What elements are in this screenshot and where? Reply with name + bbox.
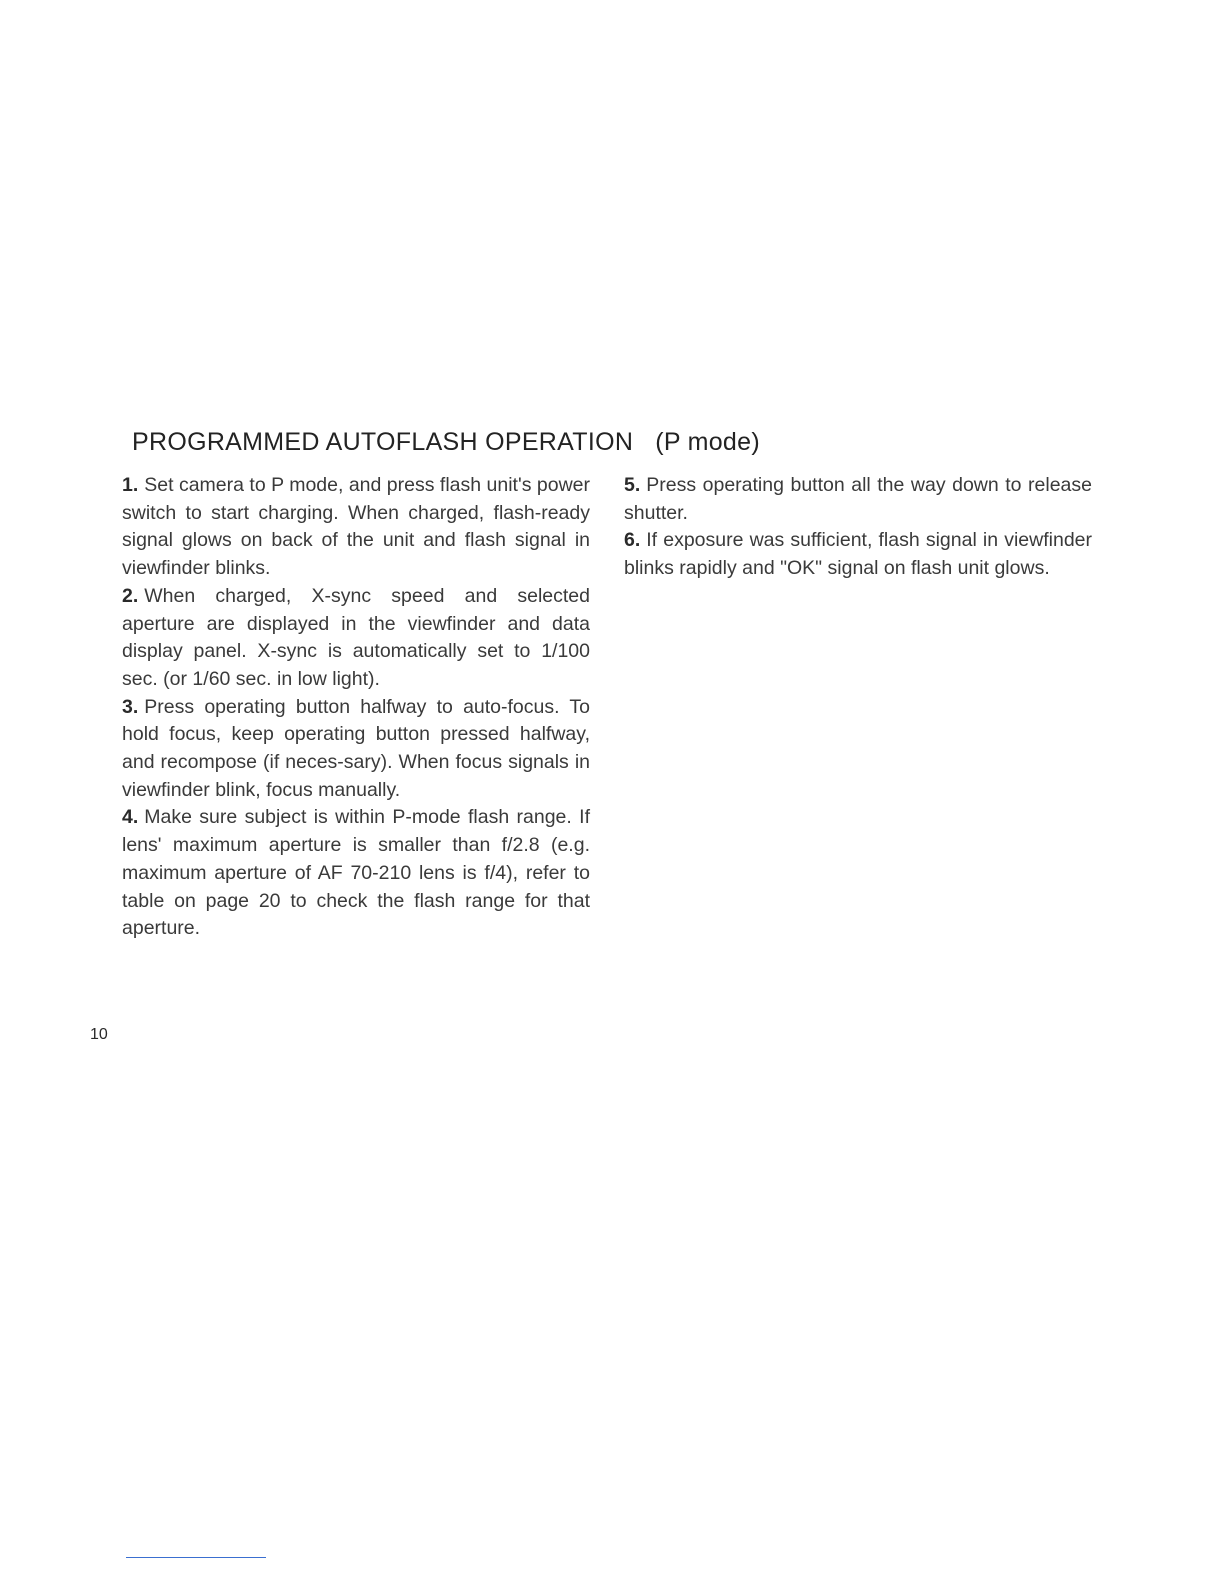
page-number: 10 — [90, 1026, 108, 1043]
step-number: 3. — [122, 695, 139, 718]
step-text: Press operating button all the way down to release shutter. — [624, 474, 1092, 524]
step-text: Make sure subject is within P-mode flash range. If lens' maximum aperture is smaller than f/2.8 (e.g. maximum aperture of AF 70-210 lens is f/4), refer to table on page 20 to check the flash range for that aperture. — [122, 806, 590, 940]
bottom-rule — [126, 1557, 266, 1558]
title-main: PROGRAMMED AUTOFLASH OPERATION — [132, 428, 634, 456]
step-number: 2. — [122, 584, 139, 607]
step-6 — [624, 527, 1092, 582]
left-column — [122, 472, 590, 943]
right-column — [624, 472, 1092, 583]
step-text: If exposure was sufficient, flash signal in viewfinder blinks rapidly and "OK" signal on flash unit glows. — [624, 529, 1092, 580]
step-4 — [122, 804, 590, 943]
step-3 — [122, 694, 590, 805]
page-title — [132, 428, 760, 457]
step-text: Press operating button halfway to auto-focus. To hold focus, keep operating button pressed halfway, and recompose (if neces-sary). When focus signals in viewfinder blink, focus manually. — [122, 695, 590, 801]
step-number: 1. — [122, 474, 139, 496]
step-number: 6. — [624, 529, 641, 552]
step-1 — [122, 472, 590, 583]
step-text: When charged, X-sync speed and selected aperture are displayed in the viewfinder and data display panel. X-sync is automatically set to 1/100 sec. (or 1/60 sec. in low light). — [122, 584, 590, 690]
step-number: 5. — [624, 474, 641, 496]
step-text: Set camera to P mode, and press flash unit's power switch to start charging. When charged, flash-ready signal glows on back of the unit and flash signal in viewfinder blinks. — [122, 474, 590, 580]
step-2 — [122, 583, 590, 694]
title-mode-label: (P mode) — [655, 428, 760, 456]
step-5 — [624, 472, 1092, 527]
step-number: 4. — [122, 806, 139, 829]
